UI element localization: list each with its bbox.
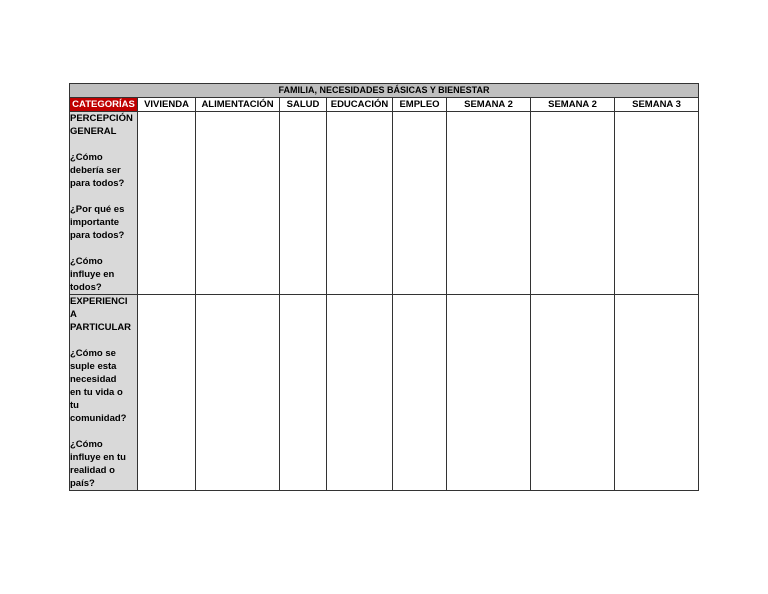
- header-semana-2b: SEMANA 2: [531, 98, 615, 112]
- cell-vivienda[interactable]: [138, 295, 196, 491]
- header-empleo: EMPLEO: [393, 98, 447, 112]
- cell-semana-2b[interactable]: [531, 112, 615, 295]
- cell-semana-3[interactable]: [615, 295, 699, 491]
- cell-salud[interactable]: [280, 112, 327, 295]
- cell-semana-2a[interactable]: [447, 295, 531, 491]
- header-semana-3: SEMANA 3: [615, 98, 699, 112]
- cell-semana-2b[interactable]: [531, 295, 615, 491]
- needs-table: [69, 83, 699, 491]
- category-experiencia-particular: EXPERIENCI A PARTICULAR ¿Cómo se suple esta necesidad en tu vida o tu comunidad? ¿Cómo influye en tu realidad o país?: [70, 295, 138, 491]
- header-educacion: EDUCACIÓN: [327, 98, 393, 112]
- cell-alimentacion[interactable]: [196, 295, 280, 491]
- cell-alimentacion[interactable]: [196, 112, 280, 295]
- table-row: [70, 295, 699, 491]
- cell-empleo[interactable]: [393, 112, 447, 295]
- cell-educacion[interactable]: [327, 295, 393, 491]
- header-semana-2a: SEMANA 2: [447, 98, 531, 112]
- cell-vivienda[interactable]: [138, 112, 196, 295]
- header-alimentacion: ALIMENTACIÓN: [196, 98, 280, 112]
- table-row: [70, 112, 699, 295]
- header-categorias: CATEGORÍAS: [70, 98, 138, 112]
- table-title: FAMILIA, NECESIDADES BÁSICAS Y BIENESTAR: [70, 84, 699, 98]
- cell-semana-3[interactable]: [615, 112, 699, 295]
- cell-semana-2a[interactable]: [447, 112, 531, 295]
- header-salud: SALUD: [280, 98, 327, 112]
- cell-educacion[interactable]: [327, 112, 393, 295]
- category-percepcion-general: PERCEPCIÓN GENERAL ¿Cómo debería ser para todos? ¿Por qué es importante para todos? ¿Cómo influye en todos?: [70, 112, 138, 295]
- header-vivienda: VIVIENDA: [138, 98, 196, 112]
- cell-salud[interactable]: [280, 295, 327, 491]
- cell-empleo[interactable]: [393, 295, 447, 491]
